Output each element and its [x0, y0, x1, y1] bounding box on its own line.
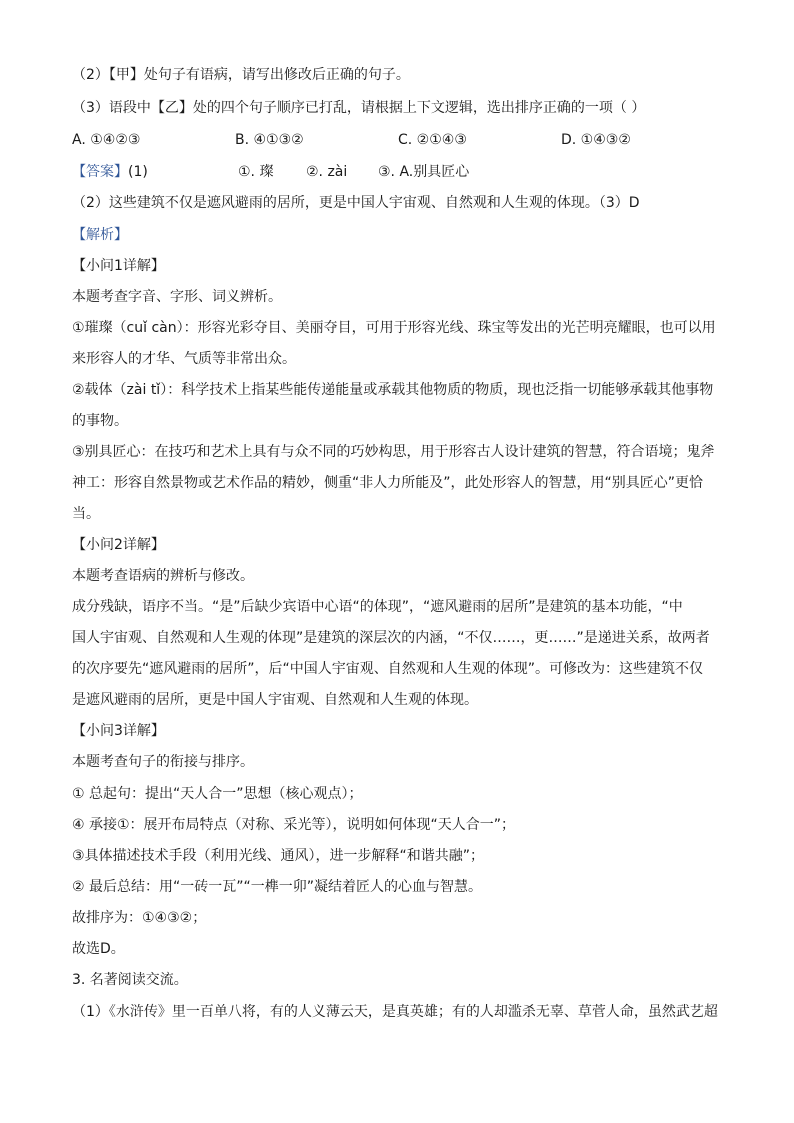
sub-question-1-heading: 【小问1详解】 — [72, 258, 165, 274]
option-a: A. ①④②③ — [72, 132, 141, 148]
question-3-title: 3. 名著阅读交流。 — [72, 972, 188, 988]
answer-part-1: ①. 璨 — [238, 164, 274, 180]
answer-2-text: （2）这些建筑不仅是遮风避雨的居所，更是中国人宇宙观、自然观和人生观的体现。（3）D — [72, 195, 640, 211]
sub-question-1-paragraph: ②载体（zài tǐ）：科学技术上指某些能传递能量或承载其他物质的物质，现也泛指一切能够承载其他事物 — [72, 382, 714, 398]
sub-question-2-paragraph: 成分残缺，语序不当。“是”后缺少宾语中心语“的体现”，“遮风避雨的居所”是建筑的基本功能，“中 — [72, 599, 683, 615]
sub-question-1-paragraph: ③别具匠心：在技巧和艺术上具有与众不同的巧妙构思，用于形容古人设计建筑的智慧，符合语境；鬼斧 — [72, 444, 715, 460]
question-3-text: （3）语段中【乙】处的四个句子顺序已打乱，请根据上下文逻辑，选出排序正确的一项（ ） — [72, 100, 646, 116]
sub-question-1-intro: 本题考查字音、字形、词义辨析。 — [72, 289, 282, 305]
sub-question-3-intro: 本题考查句子的衔接与排序。 — [72, 754, 254, 770]
sub-question-3-heading: 【小问3详解】 — [72, 723, 165, 739]
answer-part-2: ②. zài — [306, 164, 348, 180]
sub-question-2-paragraph: 是遮风避雨的居所，更是中国人宇宙观、自然观和人生观的体现。 — [72, 692, 478, 708]
sub-question-3-order: 故排序为：①④③②； — [72, 910, 207, 926]
answer-label: 【答案】 — [72, 164, 128, 180]
sub-question-1-paragraph: ①璀璨（cuǐ càn）：形容光彩夺目、美丽夺目，可用于形容光线、珠宝等发出的光芒明亮耀眼，也可以用 — [72, 320, 716, 336]
sub-question-3-step: ① 总起句：提出“天人合一”思想（核心观点）； — [72, 786, 363, 802]
answer-part-0: (1) — [128, 164, 148, 180]
option-b: B. ④①③② — [235, 132, 304, 148]
question-3-1-text: （1）《水浒传》里一百单八将，有的人义薄云天，是真英雄；有的人却滥杀无辜、草菅人命，虽然武艺超 — [72, 1004, 718, 1020]
sub-question-2-intro: 本题考查语病的辨析与修改。 — [72, 568, 254, 584]
sub-question-1-paragraph: 神工：形容自然景物或艺术作品的精妙，侧重“非人力所能及”，此处形容人的智慧，用“别具匠心”更恰 — [72, 475, 704, 491]
sub-question-2-paragraph: 的次序要先“遮风避雨的居所”，后“中国人宇宙观、自然观和人生观的体现”。可修改为：这些建筑不仅 — [72, 661, 704, 677]
sub-question-3-choice: 故选D。 — [72, 941, 125, 957]
sub-question-2-heading: 【小问2详解】 — [72, 537, 165, 553]
sub-question-3-step: ② 最后总结：用“一砖一瓦”“一榫一卯”凝结着匠人的心血与智慧。 — [72, 879, 483, 895]
sub-question-2-paragraph: 国人宇宙观、自然观和人生观的体现”是建筑的深层次的内涵，“不仅……，更……”是递进关系，故两者 — [72, 630, 710, 646]
option-c: C. ②①④③ — [398, 132, 467, 148]
sub-question-1-paragraph: 来形容人的才华、气质等非常出众。 — [72, 351, 296, 367]
options-row — [72, 130, 727, 150]
answer-row — [72, 162, 727, 182]
sub-question-3-step: ④ 承接①：展开布局特点（对称、采光等），说明如何体现“天人合一”； — [72, 817, 516, 833]
analysis-label: 【解析】 — [72, 227, 128, 243]
answer-part-3: ③. A.别具匠心 — [378, 164, 470, 180]
option-d: D. ①④③② — [561, 132, 631, 148]
question-2-text: （2）【甲】处句子有语病，请写出修改后正确的句子。 — [72, 67, 410, 83]
sub-question-1-paragraph: 的事物。 — [72, 413, 128, 429]
sub-question-3-step: ③具体描述技术手段（利用光线、通风），进一步解释“和谐共融”； — [72, 848, 485, 864]
sub-question-1-paragraph: 当。 — [72, 506, 100, 522]
